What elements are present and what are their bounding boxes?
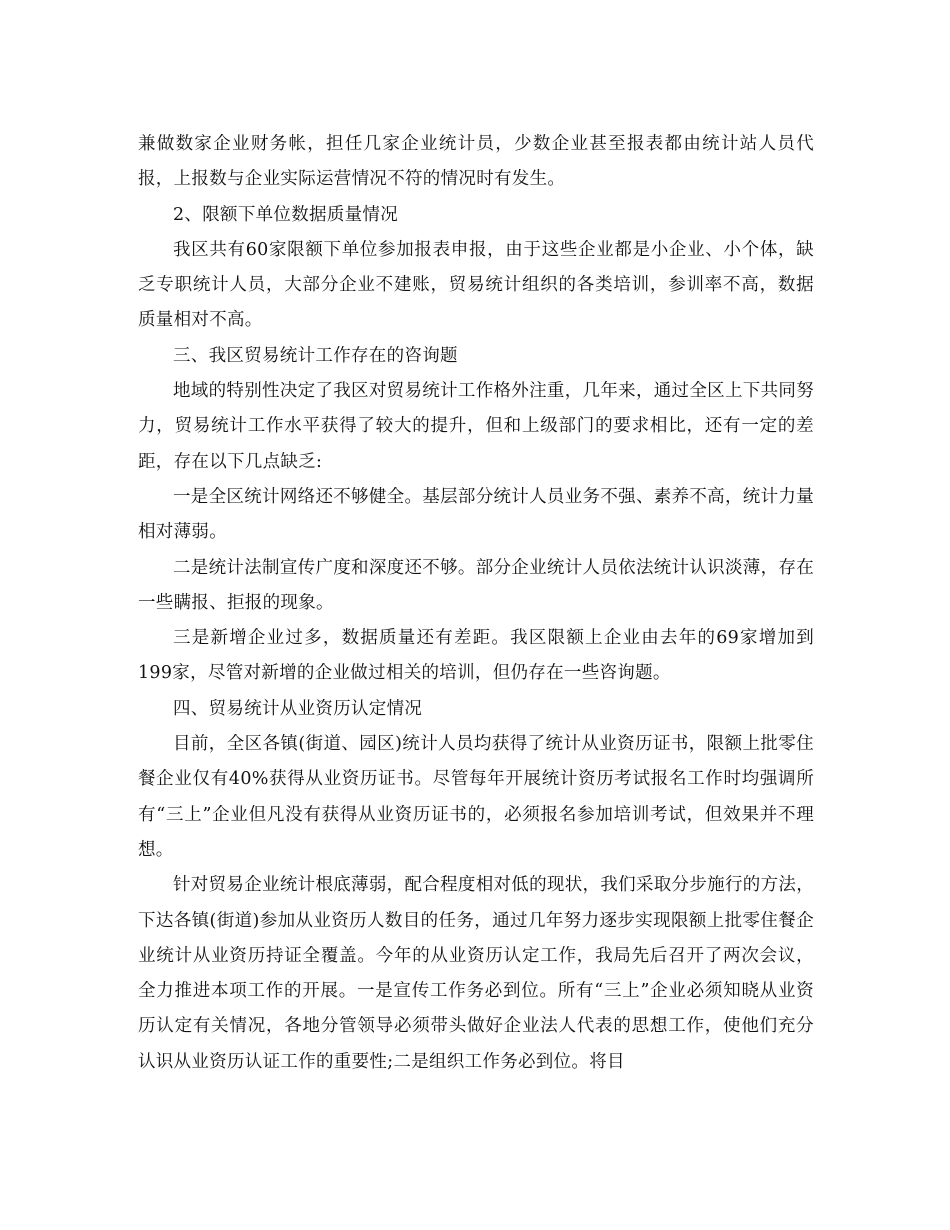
paragraph-11: 针对贸易企业统计根底薄弱，配合程度相对低的现状，我们采取分步施行的方法，下达各镇(街道)参加从业资历人数目的任务，通过几年努力逐步实现限额上批零住餐企业统计从业资历持证全覆盖。今年的从业资历认定工作，我局先后召开了两次会议，全力推进本项工作的开展。一是宣传工作务必到位。所有“三上”企业必须知晓从业资历认定有关情况，各地分管领导必须带头做好企业法人代表的思想工作，使他们充分认识从业资历认证工作的重要性;二是组织工作务必到位。将目: [138, 875, 814, 1072]
paragraph-10: 目前，全区各镇(街道、园区)统计人员均获得了统计从业资历证书，限额上批零住餐企业仅有40%获得从业资历证书。尽管每年开展统计资历考试报名工作时均强调所有“三上”企业但凡没有获得从业资历证书的，必须报名参加培训考试，但效果并不理想。: [138, 734, 814, 860]
paragraph-8: 三是新增企业过多，数据质量还有差距。我区限额上企业由去年的69家增加到199家，尽管对新增的企业做过相关的培训，但仍存在一些咨询题。: [138, 628, 814, 684]
paragraph-2-heading: 2、限额下单位数据质量情况: [173, 204, 399, 225]
paragraph-9-heading: 四、贸易统计从业资历认定情况: [173, 698, 423, 719]
paragraph-1: 兼做数家企业财务帐，担任几家企业统计员，少数企业甚至报表都由统计站人员代报，上报数与企业实际运营情况不符的情况时有发生。: [138, 134, 814, 190]
paragraph-5: 地域的特别性决定了我区对贸易统计工作格外注重，几年来，通过全区上下共同努力，贸易统计工作水平获得了较大的提升，但和上级部门的要求相比，还有一定的差距，存在以下几点缺乏:: [138, 381, 814, 472]
document-body: [138, 127, 814, 1080]
paragraph-4-heading: 三、我区贸易统计工作存在的咨询题: [173, 345, 458, 366]
paragraph-3: 我区共有60家限额下单位参加报表申报，由于这些企业都是小企业、小个体，缺乏专职统计人员，大部分企业不建账，贸易统计组织的各类培训，参训率不高，数据质量相对不高。: [138, 239, 814, 331]
paragraph-7: 二是统计法制宣传广度和深度还不够。部分企业统计人员依法统计认识淡薄，存在一些瞒报、拒报的现象。: [138, 557, 814, 613]
paragraph-6: 一是全区统计网络还不够健全。基层部分统计人员业务不强、素养不高，统计力量相对薄弱。: [138, 486, 814, 543]
